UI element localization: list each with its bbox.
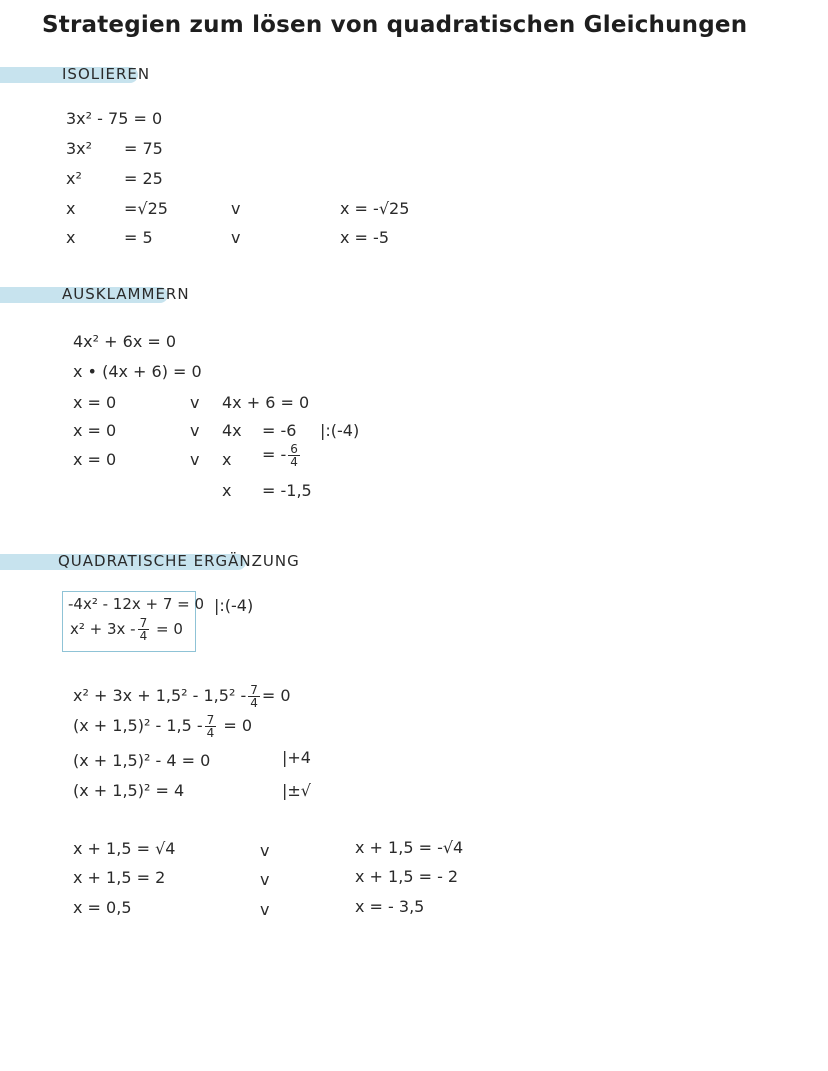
equation-alt: x (222, 450, 232, 469)
equation-line: x + 1,5 = √4 (73, 839, 176, 858)
or-symbol: v (231, 228, 241, 247)
equation-line: x = 0 (73, 421, 117, 440)
equation-alt: x = - 3,5 (355, 897, 425, 916)
fraction-numerator: 7 (139, 616, 148, 630)
or-symbol: v (190, 421, 200, 440)
equation-line: 3x² (66, 139, 93, 158)
equation-line: x + 1,5 = 2 (73, 868, 166, 887)
operation-note: |:(-4) (320, 421, 360, 440)
equation-rhs: = -1,5 (262, 481, 312, 500)
equation-prefix: x² + 3x + 1,5² - 1,5² - (73, 686, 247, 705)
operation-note: |:(-4) (214, 596, 254, 615)
page-title: Strategien zum lösen von quadratischen Gleichungen (42, 12, 748, 38)
equation-line: (x + 1,5)² = 4 (73, 781, 185, 800)
equation-line: x • (4x + 6) = 0 (73, 362, 202, 381)
equation-line (73, 714, 252, 739)
equation-rhs: = 75 (124, 139, 163, 158)
equation-prefix: x² + 3x - (70, 620, 136, 638)
fraction-denominator: 4 (250, 696, 258, 710)
or-symbol: v (190, 393, 200, 412)
equation-line: x (66, 199, 76, 218)
fraction (138, 617, 150, 642)
equation-rhs: = -6 (262, 421, 297, 440)
equation-rhs: = 25 (124, 169, 163, 188)
fraction (248, 684, 260, 709)
operation-note: |+4 (282, 748, 311, 767)
or-symbol: v (260, 841, 270, 860)
equation-line: x = 0,5 (73, 898, 132, 917)
equation-alt: x = -√25 (340, 199, 410, 218)
equation-alt: x = -5 (340, 228, 389, 247)
equation-line: 3x² - 75 = 0 (66, 109, 163, 128)
equation-prefix: (x + 1,5)² - 1,5 - (73, 716, 203, 735)
or-symbol: v (190, 450, 200, 469)
equation-alt: 4x + 6 = 0 (222, 393, 310, 412)
fraction-denominator: 4 (139, 629, 148, 643)
equation-line: 4x² + 6x = 0 (73, 332, 177, 351)
equation-alt: x + 1,5 = -√4 (355, 838, 464, 857)
equation-line: x = 0 (73, 393, 117, 412)
equation-rhs: = 5 (124, 228, 153, 247)
fraction (288, 443, 300, 468)
equation-line (73, 684, 291, 709)
equation-line: (x + 1,5)² - 4 = 0 (73, 751, 211, 770)
fraction-numerator: 6 (290, 442, 298, 456)
equation-line: -4x² - 12x + 7 = 0 (68, 595, 205, 613)
equation-suffix: = 0 (156, 620, 183, 638)
section-heading-quadratische: QUADRATISCHE ERGÄNZUNG (58, 552, 300, 570)
equation-suffix: = 0 (261, 686, 291, 705)
section-heading-ausklammern: AUSKLAMMERN (62, 285, 190, 303)
fraction-numerator: 7 (250, 683, 258, 697)
fraction-denominator: 4 (206, 726, 215, 740)
or-symbol: v (260, 900, 270, 919)
equation-alt: x (222, 481, 232, 500)
equation-line (70, 617, 183, 642)
equation-alt: x + 1,5 = - 2 (355, 867, 459, 886)
equation-line: x² (66, 169, 82, 188)
fraction (205, 714, 217, 739)
equation-suffix: = 0 (223, 716, 253, 735)
equation-line: x = 0 (73, 450, 117, 469)
equation-alt: 4x (222, 421, 242, 440)
operation-note: |±√ (282, 781, 311, 800)
equation-rhs (262, 443, 302, 468)
or-symbol: v (231, 199, 241, 218)
fraction-prefix: = - (262, 445, 287, 464)
fraction-numerator: 7 (206, 713, 215, 727)
fraction-denominator: 4 (290, 455, 298, 469)
section-heading-isolieren: ISOLIEREN (62, 65, 151, 83)
or-symbol: v (260, 870, 270, 889)
equation-line: x (66, 228, 76, 247)
equation-rhs: =√25 (124, 199, 168, 218)
